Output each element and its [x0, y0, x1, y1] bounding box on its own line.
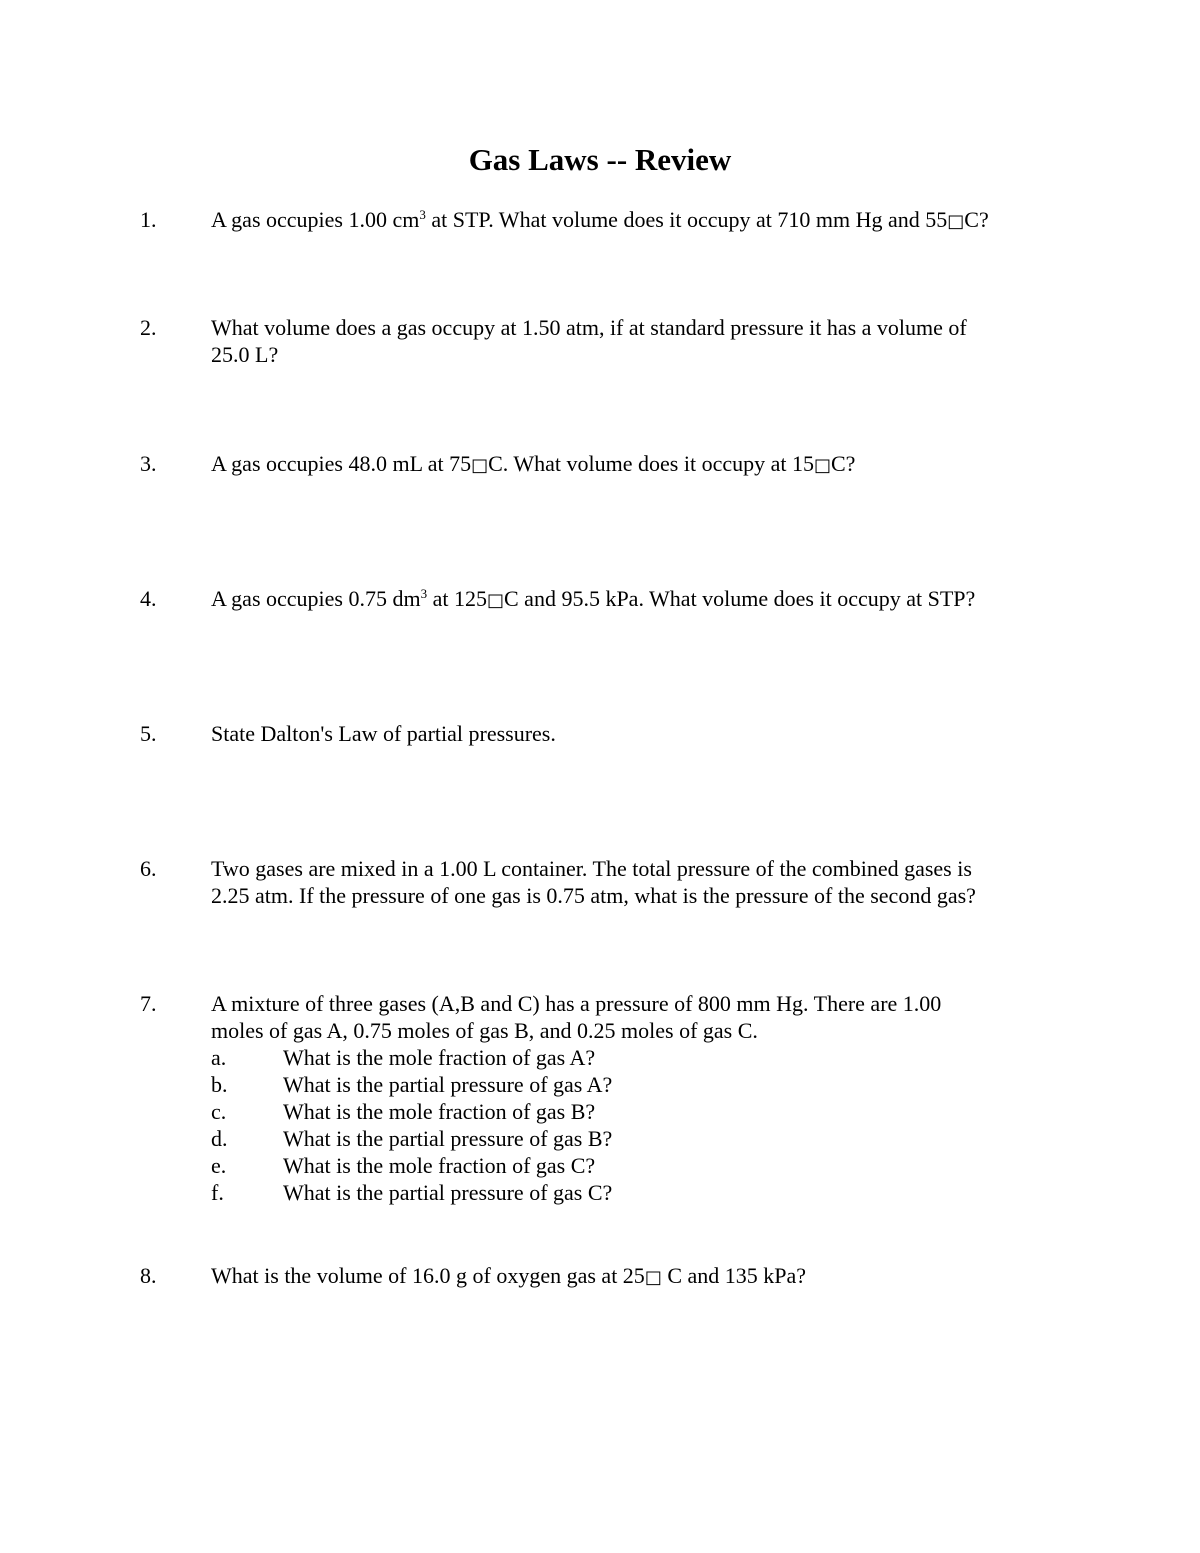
- sub-question-e: [211, 1152, 1061, 1179]
- question-number: 6.: [140, 856, 157, 881]
- sub-question-letter: f.: [211, 1180, 224, 1205]
- sub-question-letter: c.: [211, 1099, 227, 1124]
- question-text: Two gases are mixed in a 1.00 L container. The total pressure of the combined gases is 2.25 atm. If the pressure of one gas is 0.75 atm, what is the pressure of the second gas?: [211, 856, 976, 908]
- question-text: What volume does a gas occupy at 1.50 atm, if at standard pressure it has a volume of 25.0 L?: [211, 315, 967, 367]
- question-number: 8.: [140, 1263, 157, 1288]
- question-number: 3.: [140, 451, 157, 476]
- sub-question-c: [211, 1098, 1061, 1125]
- question-text: A gas occupies 0.75 $dm^3$ at 125□C and 95.5 kPa. What volume does it occupy at STP?: [211, 586, 976, 611]
- question-number: 2.: [140, 315, 157, 340]
- question-number: 7.: [140, 991, 157, 1016]
- degree-glyph-box: □: [471, 455, 489, 476]
- page-title: Gas Laws -- Review: [468, 142, 732, 177]
- question-number: 5.: [140, 721, 157, 746]
- sub-question-f: [211, 1179, 1061, 1206]
- question-number: 4.: [140, 586, 157, 611]
- degree-glyph-box: □: [486, 590, 504, 611]
- superscript-3: 3: [420, 586, 428, 601]
- sub-question-d: [211, 1125, 1061, 1152]
- question-text: A mixture of three gases (A,B and C) has a pressure of 800 mm Hg. There are 1.00 moles of gas A, 0.75 moles of gas B, and 0.25 moles of gas C. a. What is the mole fraction of gas A? b. What is the partial pressure of gas A? c. What is the mole fraction of gas B? d. What is the partial pressure of gas B? e. What is the mole fraction of gas C? f. What is the partial pressure of gas C?: [211, 990, 1061, 1206]
- sub-question-letter: e.: [211, 1153, 227, 1178]
- question-number: 1.: [140, 207, 157, 232]
- sub-question-letter: a.: [211, 1045, 227, 1070]
- question-text: A gas occupies 48.0 mL at 75□C. What volume does it occupy at 15□C?: [211, 451, 856, 476]
- degree-glyph-box: □: [947, 211, 965, 232]
- sub-question-text: What is the mole fraction of gas A?: [283, 1045, 596, 1070]
- superscript-3: 3: [419, 207, 426, 222]
- sub-question-letter: b.: [211, 1072, 228, 1097]
- sub-question-a: [211, 1044, 1061, 1071]
- sub-question-text: What is the partial pressure of gas C?: [283, 1180, 613, 1205]
- sub-question-text: What is the partial pressure of gas A?: [283, 1072, 613, 1097]
- question-text: What is the volume of 16.0 g of oxygen gas at 25□ C and 135 kPa?: [211, 1263, 807, 1288]
- degree-glyph-box: □: [813, 455, 831, 476]
- degree-glyph-box: □: [644, 1267, 662, 1288]
- sub-question-b: [211, 1071, 1061, 1098]
- sub-question-letter: d.: [211, 1126, 228, 1151]
- question-text: A gas occupies 1.00 $cm^3$ at STP. What volume does it occupy at 710 mm Hg and 55□C?: [211, 207, 989, 232]
- sub-question-text: What is the mole fraction of gas C?: [283, 1153, 596, 1178]
- question-text: State Dalton's Law of partial pressures.: [211, 721, 556, 746]
- sub-question-text: What is the mole fraction of gas B?: [283, 1099, 596, 1124]
- sub-question-text: What is the partial pressure of gas B?: [283, 1126, 613, 1151]
